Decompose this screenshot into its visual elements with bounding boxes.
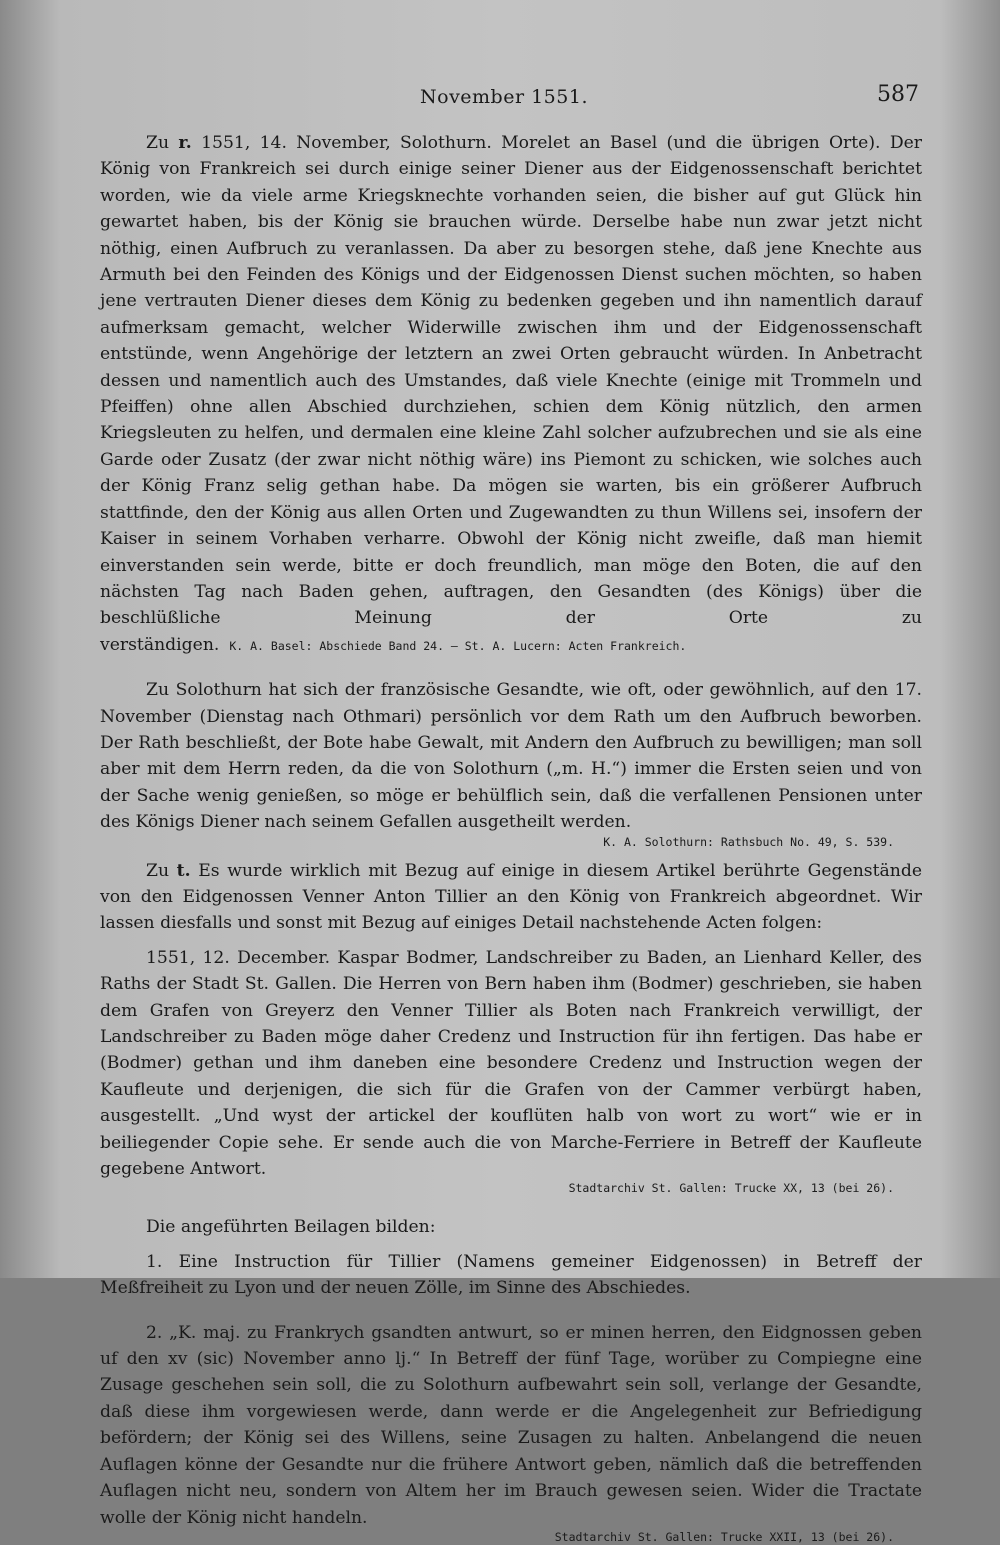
page-body (100, 130, 922, 1545)
paragraph-t (100, 858, 922, 937)
list-item-antwurt (100, 1320, 922, 1531)
list-item-instruction-text: 1. Eine Instruction für Tillier (Namens gemeiner Eidgenossen) in Betreff der Meßfreiheit zu Lyon und der neuen Zölle, im Sinne des Abschiedes. (100, 1251, 922, 1299)
paragraph-solothurn-source: K. A. Solothurn: Rathsbuch No. 49, S. 539. (603, 834, 894, 849)
list-item-instruction (100, 1249, 922, 1302)
paragraph-solothurn (100, 677, 922, 835)
paragraph-r (100, 130, 922, 659)
header-title: November 1551. (420, 86, 588, 108)
paragraph-bodmer-letter-text: 1551, 12. December. Kaspar Bodmer, Landschreiber zu Baden, an Lienhard Keller, des Raths der Stadt St. Gallen. Die Herren von Bern haben ihm (Bodmer) geschrieben, sie haben dem Grafen von Greyerz den Venner Tillier als Boten nach Frankreich verwilligt, der Landschreiber zu Baden möge daher Credenz und Instruction für ihn fertigen. Das habe er (Bodmer) gethan und ihm daneben eine besondere Credenz und Instruction wegen der Kaufleute und derjenigen, die sich für die Grafen von der Cammer verbürgt haben, ausgestellt. „Und wyst der artickel der kouflüten halb von wort zu wort“ wie er in beiliegender Copie sehe. Er sende auch die von Marche-Ferriere in Betreff der Kaufleute gegebene Antwort. (100, 947, 922, 1180)
paragraph-solothurn-text: Zu Solothurn hat sich der französische Gesandte, wie oft, oder gewöhnlich, auf den 17. November (Dienstag nach Othmari) persönlich vor dem Rath um den Aufbruch beworben. Der Rath beschließt, der Bote habe Gewalt, mit Andern den Aufbruch zu bewilligen; man soll aber mit dem Herrn reden, da die von Solothurn („m. H.“) immer die Ersten seien und von der Sache wenig genießen, so möge er behülflich sein, daß die verfallenen Pensionen unter des Königs Diener nach seinem Gefallen ausgetheilt werden. (100, 680, 922, 833)
list-item-antwurt-source: Stadtarchiv St. Gallen: Trucke XXII, 13 (bei 26). (554, 1529, 894, 1544)
paragraph-r-marker: r. (178, 133, 192, 153)
paragraph-r-source: K. A. Basel: Abschiede Band 24. — St. A. Lucern: Acten Frankreich. (229, 638, 687, 653)
page-number: 587 (877, 82, 919, 107)
paragraph-t-text: Es wurde wirklich mit Bezug auf einige in diesem Artikel berührte Gegenstände von den Eidgenossen Venner Anton Tillier an den König von Frankreich abgeordnet. Wir lassen diesfalls und sonst mit Bezug auf einiges Detail nachstehende Acten folgen: (100, 860, 922, 934)
paragraph-r-text: 1551, 14. November, Solothurn. Morelet an Basel (und die übrigen Orte). Der König von Frankreich sei durch einige seiner Diener aus der Eidgenossenschaft berichtet worden, wie da viele arme Kriegsknechte vorhanden seien, die bisher auf gut Glück hin gewartet haben, bis der König sie brauchen würde. Derselbe habe nun zwar jetzt nicht nöthig, einen Aufbruch zu veranlassen. Da aber zu besorgen stehe, daß jene Knechte aus Armuth bei den Feinden des Königs und der Eidgenossen Dienst suchen möchten, so haben jene vertrauten Diener dieses dem König zu bedenken gegeben und ihn namentlich darauf aufmerksam gemacht, welcher Widerwille zwischen ihm und der Eidgenossenschaft entstünde, wenn Angehörige der letztern an zwei Orten gebraucht würden. In Anbetracht dessen und namentlich auch des Umstandes, daß viele Knechte (einige mit Trommeln und Pfeiffen) ohne allen Abschied durchziehen, schien dem König nützlich, den armen Kriegsleuten zu helfen, und dermalen eine kleine Zahl solcher aufzubrechen und sie als eine Garde oder Zusatz (der zwar nicht nöthig wäre) ins Piemont zu schicken, wie solches auch der König Franz selig gethan habe. Da mögen sie warten, bis ein größerer Aufbruch stattfinde, den der König aus allen Orten und Zugewandten zu thun Willens sei, insofern der Kaiser in seinem Vorhaben verharre. Obwohl der König nicht zweifle, daß man hiemit einverstanden sein werde, bitte er doch freundlich, man möge den Boten, die auf den nächsten Tag nach Baden gehen, auftragen, den Gesandten (des Königs) über die beschlüßliche Meinung der Orte zu verständigen. (100, 133, 922, 655)
paragraph-beilagen-intro (100, 1214, 922, 1240)
paragraph-r-lead: Zu (146, 133, 179, 153)
paragraph-t-marker: t. (176, 860, 191, 881)
paragraph-bodmer-letter (100, 945, 922, 1183)
paragraph-bodmer-letter-source: Stadtarchiv St. Gallen: Trucke XX, 13 (bei 26). (568, 1181, 894, 1196)
paragraph-t-lead: Zu (146, 860, 177, 881)
running-header (0, 82, 1000, 118)
paragraph-beilagen-intro-text: Die angeführten Beilagen bilden: (146, 1217, 436, 1238)
list-item-antwurt-text: 2. „K. maj. zu Frankrych gsandten antwurt, so er minen herren, den Eidgnossen geben uf den xv (sic) November anno lj.“ In Betreff der fünf Tage, worüber zu Compiegne eine Zusage geschehen sein soll, die zu Solothurn aufbewahrt sein soll, verlange der Gesandte, daß diese ihm vorgewiesen werde, dann werde er die Angelegenheit zur Befriedigung befördern; der König sei des Willens, seine Zusagen zu halten. Anbelangend die neuen Auflagen könne der Gesandte nur die frühere Antwort geben, nämlich daß die betreffenden Auflagen nicht neu, sondern von Altem her im Brauch gewesen seien. Wider die Tractate wolle der König nicht handeln. (100, 1322, 922, 1528)
